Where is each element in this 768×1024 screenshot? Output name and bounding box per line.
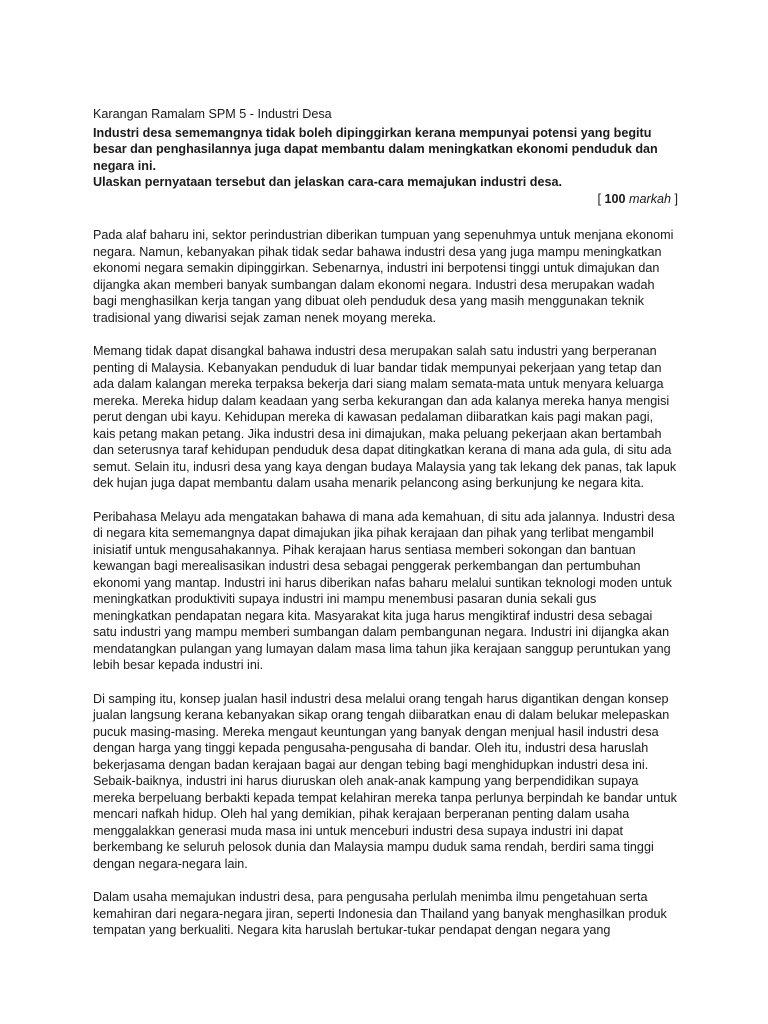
paragraph-knowledge-exchange: Dalam usaha memajukan industri desa, para pengusaha perlulah menimba ilmu pengetahuan serta kemahiran dari negara-negara jiran, seperti Indonesia dan Thailand yang banyak menghasilkan produk tempatan yang berkualiti. Negara kita haruslah bertukar-tukar pendapat dengan negara yang [93,890,667,937]
question-statement: Industri desa sememangnya tidak boleh dipinggirkan kerana mempunyai potensi yang begitu besar dan penghasilannya juga dapat membantu dalam meningkatkan ekonomi penduduk dan negara ini. [93,125,658,173]
paragraph-intro: Pada alaf baharu ini, sektor perindustrian diberikan tumpuan yang sepenuhmya untuk menjana ekonomi negara. Namun, kebanyakan pihak tidak sedar bahawa industri desa yang juga mampu meningkatkan ekonomi negara semakin dipinggirkan. Sebenarnya, industri ini berpotensi tinggi untuk dimajukan dan dijangka akan memberi banyak sumbangan dalam ekonomi negara. Industri desa merupakan wadah bagi menghasilkan kerja tangan yang dibuat oleh penduduk desa yang masih menggunakan teknik tradisional yang diwarisi sejak zaman nenek moyang mereka. [93,228,674,325]
essay-title: Karangan Ramalam SPM 5 - Industri Desa [93,107,332,121]
marks-close-bracket: ] [674,191,678,206]
paragraph-government-role: Peribahasa Melayu ada mengatakan bahawa di mana ada kemahuan, di situ ada jalannya. Industri desa di negara kita sememangnya dapat dimajukan jika pihak kerajaan dan pihak yang terlibat mengambil inisiatif untuk mengusahakannya. Pihak kerajaan harus sentiasa memberi sokongan dan bantuan kewangan bagi merealisasikan industri desa sebagai penggerak perkembangan dan pertumbuhan ekonomi yang mantap. Industri ini harus diberikan nafas baharu melalui suntikan teknologi moden untuk meningkatkan produktiviti supaya industri ini mampu menembusi pasaran dunia sekali gus meningkatkan pendapatan negara kita. Masyarakat kita juga harus mengiktiraf industri desa sebagai satu industri yang mampu memberi sumbangan dalam pembangunan negara. Industri ini dijangka akan mendatangkan pulangan yang lumayan dalam masa lima tahun jika kerajaan sanggup peruntukan yang lebih besar kepada industri ini. [93,509,675,672]
marks-value: 100 [604,191,626,206]
paragraph-importance: Memang tidak dapat disangkal bahawa industri desa merupakan salah satu industri yang berperanan penting di Malaysia. Kebanyakan penduduk di luar bandar tidak mempunyai pekerjaan yang tetap dan ada dalam kalangan mereka terpaksa bekerja dari siang malam semata-mata untuk menyara keluarga mereka. Mereka hidup dalam keadaan yang serba kekurangan dan ada kalanya mereka hanya mengisi perut dengan ubi kayu. Kehidupan mereka di kawasan pedalaman diibaratkan kais pagi makan pagi, kais petang makan petang. Jika industri desa ini dimajukan, maka peluang pekerjaan akan bertambah dan seterusnya taraf kehidupan penduduk desa dapat ditingkatkan kerana di mana ada gula, di situ ada semut. Selain itu, indusri desa yang kaya dengan budaya Malaysia yang tak lekang dek panas, tak lapuk dek hujan juga dapat membantu dalam usaha menarik pelancong asing berkunjung ke negara kita. [93,344,677,490]
question-instruction: Ulaskan pernyataan tersebut dan jelaskan cara-cara memajukan industri desa. [93,175,562,189]
essay-question [93,125,678,191]
marks-open-bracket: [ [597,191,601,206]
essay-page [93,106,678,939]
paragraph-direct-sales: Di samping itu, konsep jualan hasil industri desa melalui orang tengah harus digantikan dengan konsep jualan langsung kerana kebanyakan sikap orang tengah diibaratkan enau di dalam belukar melepaskan pucuk masing-masing. Mereka mengaut keuntungan yang banyak dengan menjual hasil industri desa dengan harga yang tinggi kepada pengusaha-pengusaha di bandar. Oleh itu, industri desa haruslah bekerjasama dengan badan kerajaan bagai aur dengan tebing bagi menghidupkan industri desa ini. Sebaik-baiknya, industri ini harus diuruskan oleh anak-anak kampung yang berpendidikan supaya mereka berpeluang berbakti kepada tempat kelahiran mereka tanpa perlunya berpindah ke bandar untuk mencari nafkah hidup. Oleh hal yang demikian, pihak kerajaan berperanan penting dalam usaha menggalakkan generasi muda masa ini untuk menceburi industri desa supaya industri ini dapat berkembang ke seluruh pelosok dunia dan Malaysia mampu duduk sama rendah, berdiri sama tinggi dengan negara-negara lain. [93,691,677,871]
marks-text: markah [629,191,671,206]
marks-label [93,191,678,208]
